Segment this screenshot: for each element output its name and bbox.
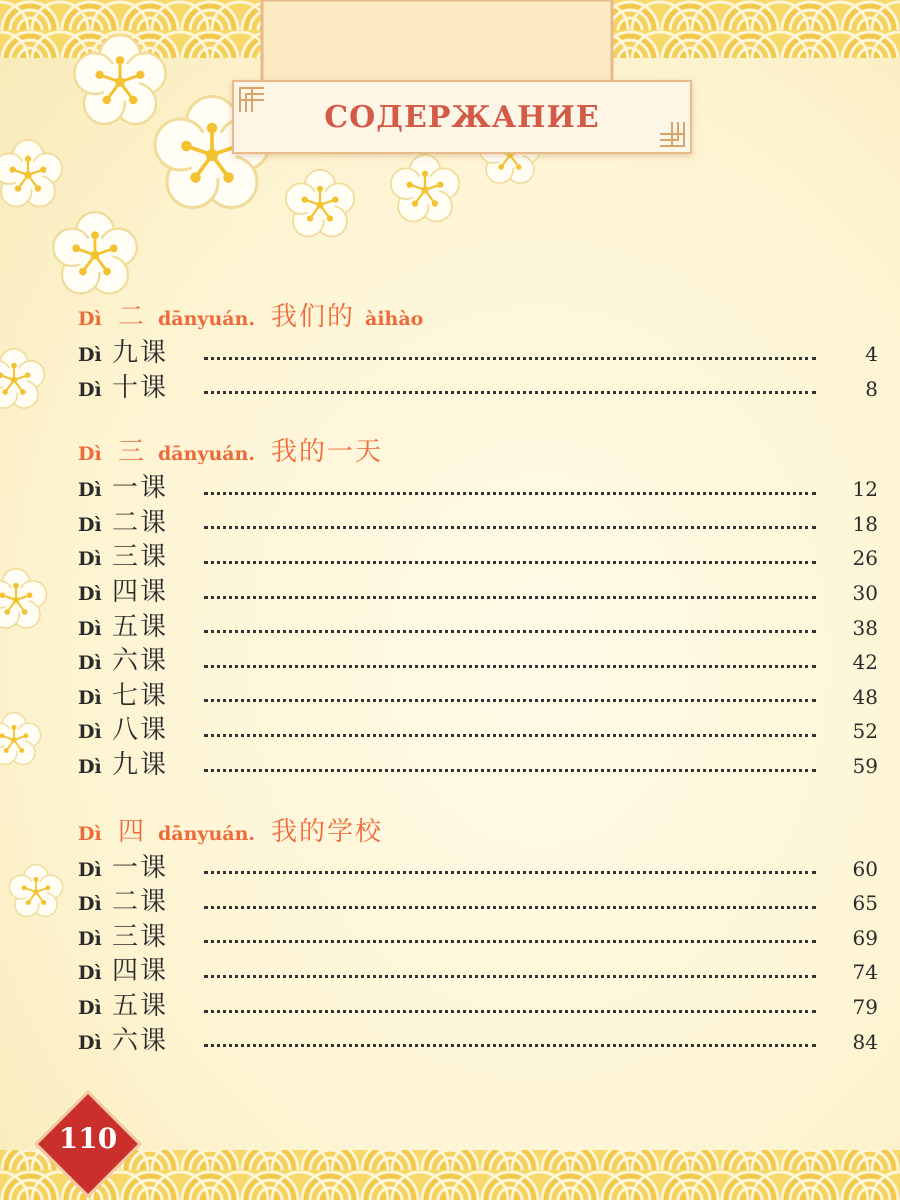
lattice-corner-icon xyxy=(658,120,686,148)
toc-entry[interactable] xyxy=(78,1020,878,1055)
lesson-label: 一课 xyxy=(112,473,169,504)
toc-entry[interactable] xyxy=(78,985,878,1020)
toc-entry[interactable] xyxy=(78,502,878,537)
unit-heading xyxy=(78,431,878,467)
page-title: СОДЕРЖАНИЕ xyxy=(324,99,600,135)
toc-entry[interactable] xyxy=(78,571,878,606)
lesson-di: Dì xyxy=(78,513,102,536)
toc-entry[interactable] xyxy=(78,536,878,571)
dot-leader xyxy=(204,526,816,529)
lesson-di: Dì xyxy=(78,479,102,502)
page-ref: 4 xyxy=(865,342,878,366)
page-ref: 8 xyxy=(865,376,878,401)
toc-entry[interactable] xyxy=(78,916,878,951)
unit-danyuan: dānyuán. xyxy=(158,443,256,466)
unit-heading xyxy=(78,296,878,332)
lesson-label: 三课 xyxy=(112,921,169,952)
lesson-label: 十课 xyxy=(112,372,169,403)
plum-blossom-icon xyxy=(53,212,137,293)
unit-number: 三 xyxy=(118,437,145,468)
lesson-di: Dì xyxy=(78,617,102,640)
lesson-label: 九课 xyxy=(112,749,169,780)
unit-di: Dì xyxy=(78,308,102,330)
page-ref: 42 xyxy=(852,650,878,675)
unit-danyuan: dānyuán. xyxy=(158,308,256,330)
lesson-di: Dì xyxy=(78,686,102,709)
dot-leader xyxy=(204,1010,816,1013)
table-of-contents xyxy=(78,296,878,1054)
lesson-di: Dì xyxy=(78,893,102,916)
plum-blossom-icon xyxy=(0,569,46,628)
page-ref: 84 xyxy=(852,1029,878,1054)
lesson-label: 九课 xyxy=(112,338,169,368)
spacer xyxy=(78,401,878,431)
lesson-label: 五课 xyxy=(112,990,169,1021)
page-ref: 18 xyxy=(852,511,878,536)
unit-number: 二 xyxy=(118,302,145,332)
dot-leader xyxy=(204,975,816,978)
toc-entry[interactable] xyxy=(78,367,878,402)
lattice-corner-icon xyxy=(238,86,266,114)
dot-leader xyxy=(204,699,816,702)
unit-di: Dì xyxy=(78,443,102,466)
lesson-label: 七课 xyxy=(112,680,169,711)
lesson-di: Dì xyxy=(78,996,102,1019)
dot-leader xyxy=(204,906,816,909)
lesson-label: 四课 xyxy=(112,576,169,607)
page-ref: 60 xyxy=(852,856,878,881)
plum-blossom-icon xyxy=(286,170,354,237)
page-ref: 26 xyxy=(852,546,878,571)
dot-leader xyxy=(204,391,816,394)
toc-entry[interactable] xyxy=(78,744,878,779)
toc-entry[interactable] xyxy=(78,950,878,985)
toc-entry[interactable] xyxy=(78,847,878,882)
toc-entry[interactable] xyxy=(78,675,878,710)
lesson-di: Dì xyxy=(78,927,102,950)
lesson-di: Dì xyxy=(78,548,102,571)
toc-entry[interactable] xyxy=(78,640,878,675)
unit-name: 我的学校 xyxy=(271,816,384,847)
dot-leader xyxy=(204,596,816,599)
dot-leader xyxy=(204,492,816,495)
lesson-di: Dì xyxy=(78,721,102,744)
toc-entry[interactable] xyxy=(78,332,878,367)
plum-blossom-icon xyxy=(0,349,44,408)
dot-leader xyxy=(204,561,816,564)
unit-di: Dì xyxy=(78,822,102,845)
toc-entry[interactable] xyxy=(78,606,878,641)
page-ref: 52 xyxy=(852,719,878,744)
page-ref: 59 xyxy=(852,753,878,778)
lesson-di: Dì xyxy=(78,1031,102,1054)
toc-entry[interactable] xyxy=(78,881,878,916)
lesson-label: 二课 xyxy=(112,887,169,918)
lesson-label: 一课 xyxy=(112,852,169,883)
lesson-di: Dì xyxy=(78,582,102,605)
dot-leader xyxy=(204,734,816,737)
toc-entry[interactable] xyxy=(78,709,878,744)
lesson-label: 三课 xyxy=(112,542,169,573)
page-ref: 38 xyxy=(852,615,878,640)
plum-blossom-icon xyxy=(391,155,459,222)
unit-name: 我的一天 xyxy=(271,437,384,468)
page-ref: 48 xyxy=(852,684,878,709)
page-ref: 74 xyxy=(852,960,878,985)
lesson-di: Dì xyxy=(78,858,102,881)
page-number-badge xyxy=(38,1094,138,1194)
lesson-di: Dì xyxy=(78,755,102,778)
banner-strip xyxy=(262,0,612,82)
dot-leader xyxy=(204,871,816,874)
unit-suffix: àihào xyxy=(365,308,424,330)
lesson-di: Dì xyxy=(78,652,102,675)
dot-leader xyxy=(204,769,816,772)
lesson-label: 二课 xyxy=(112,507,169,538)
page-ref: 30 xyxy=(852,580,878,605)
lesson-label: 六课 xyxy=(112,646,169,677)
unit-heading xyxy=(78,811,878,847)
page-number: 110 xyxy=(58,1122,118,1155)
dot-leader xyxy=(204,357,816,360)
page-ref: 12 xyxy=(852,477,878,502)
lesson-di: Dì xyxy=(78,378,102,401)
lesson-label: 八课 xyxy=(112,715,169,746)
plum-blossom-icon xyxy=(9,865,62,917)
unit-name: 我们的 xyxy=(271,302,356,332)
lesson-label: 五课 xyxy=(112,611,169,642)
dot-leader xyxy=(204,665,816,668)
unit-danyuan: dānyuán. xyxy=(158,822,256,845)
plum-blossom-icon xyxy=(0,713,41,765)
page-ref: 79 xyxy=(852,994,878,1019)
lesson-label: 四课 xyxy=(112,956,169,987)
lesson-label: 六课 xyxy=(112,1025,169,1056)
spacer xyxy=(78,779,878,811)
page-ref: 69 xyxy=(852,925,878,950)
page-ref: 65 xyxy=(852,891,878,916)
dot-leader xyxy=(204,940,816,943)
lesson-di: Dì xyxy=(78,344,102,366)
dot-leader xyxy=(204,1044,816,1047)
lesson-di: Dì xyxy=(78,962,102,985)
title-banner xyxy=(232,80,692,154)
dot-leader xyxy=(204,630,816,633)
unit-number: 四 xyxy=(118,816,145,847)
toc-entry[interactable] xyxy=(78,467,878,502)
plum-blossom-icon xyxy=(0,140,62,207)
